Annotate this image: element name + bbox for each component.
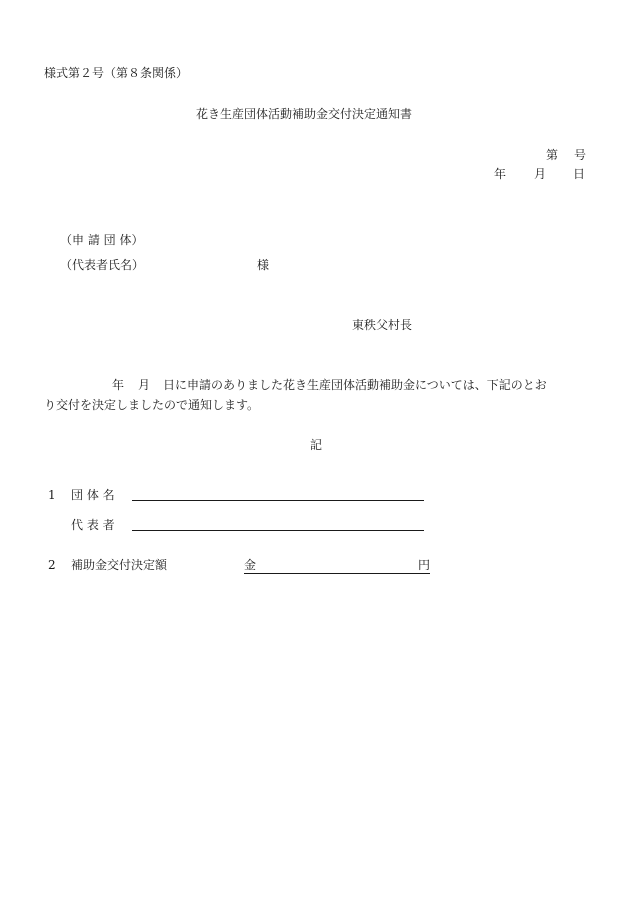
body-line1: 日に申請のありました花き生産団体活動補助金については、下記のとお bbox=[163, 378, 547, 392]
form-id: 様式第２号（第８条関係） bbox=[44, 66, 189, 80]
date-day: 日 bbox=[573, 167, 586, 181]
body-line2: り交付を決定しましたので通知します。 bbox=[44, 398, 260, 412]
date-month: 月 bbox=[534, 167, 547, 181]
body-year: 年 bbox=[112, 378, 125, 392]
amount-suffix: 円 bbox=[417, 558, 430, 572]
item2-label: 補助金交付決定額 bbox=[71, 558, 168, 572]
item2-number: 2 bbox=[48, 558, 56, 572]
issuer-name: 東秩父村長 bbox=[352, 318, 413, 332]
item1-number: 1 bbox=[48, 488, 56, 502]
group-name-line bbox=[132, 500, 424, 501]
number-suffix: 号 bbox=[574, 148, 587, 162]
recipient-group-label: （申 請 団 体） bbox=[60, 233, 144, 247]
date-year: 年 bbox=[494, 167, 507, 181]
item1b-label: 代 表 者 bbox=[71, 518, 115, 532]
ki-heading: 記 bbox=[310, 438, 323, 452]
number-label: 第 bbox=[546, 148, 559, 162]
item1-label: 団 体 名 bbox=[71, 488, 115, 502]
amount-prefix: 金 bbox=[244, 558, 257, 572]
recipient-honorific: 様 bbox=[257, 258, 270, 272]
recipient-rep-label: （代表者氏名） bbox=[60, 258, 145, 272]
body-month: 月 bbox=[138, 378, 151, 392]
representative-line bbox=[132, 530, 424, 531]
amount-field bbox=[244, 557, 430, 574]
document-title: 花き生産団体活動補助金交付決定通知書 bbox=[196, 107, 413, 121]
